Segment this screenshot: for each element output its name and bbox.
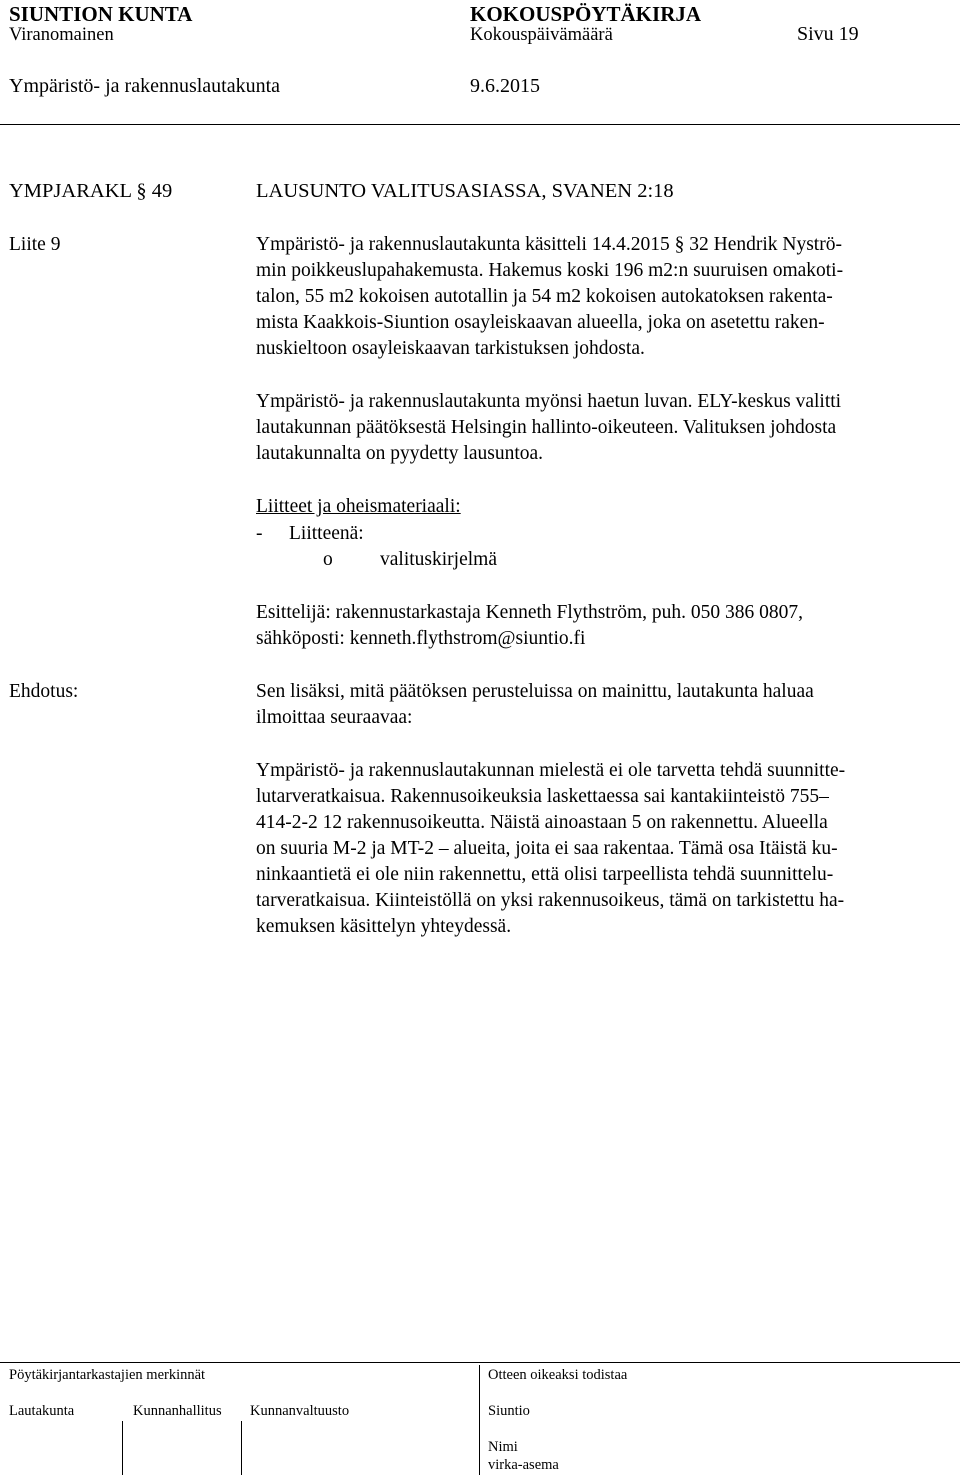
footer-divider [0,1362,960,1363]
attachment-item: valituskirjelmä [380,549,497,570]
authority-name: Ympäristö- ja rakennuslautakunta [9,75,281,97]
footer-separator [122,1421,123,1475]
item-title: LAUSUNTO VALITUSASIASSA, SVANEN 2:18 [256,180,674,202]
page-number: Sivu 19 [797,23,859,45]
text-line: sähköposti: kenneth.flythstrom@siuntio.fi [256,628,586,649]
text-line: Ympäristö- ja rakennuslautakunta käsitteli 14.4.2015 § 32 Hendrik Nyströ- [256,234,842,255]
footer-separator [479,1365,480,1475]
text-line: ilmoittaa seuraavaa: [256,707,413,728]
text-line: on suuria M-2 ja MT-2 – alueita, joita ei saa rakentaa. Tämä osa Itäistä ku- [256,838,838,859]
text-line: min poikkeuslupahakemusta. Hakemus koski 196 m2:n suuruisen omakoti- [256,260,844,281]
text-line: mista Kaakkois-Siuntion osayleiskaavan alueella, joka on asetettu raken- [256,312,825,333]
background-paragraph [256,232,956,362]
text-line: nuskieltoon osayleiskaavan tarkistuksen johdosta. [256,338,645,359]
text-line: lutarveratkaisua. Rakennusoikeuksia laskettaessa sai kantakiinteistö 755– [256,786,829,807]
attachments-dash: - [256,523,263,544]
footer-place: Siuntio [488,1403,530,1419]
header-divider [0,124,960,125]
organization-name: SIUNTION KUNTA [9,2,193,26]
footer-position-label: virka-asema [488,1457,559,1473]
presenter-info [256,600,956,652]
meeting-date-label: Kokouspäivämäärä [470,25,613,45]
attachment-label: Liite 9 [9,234,61,255]
footer-lautakunta: Lautakunta [9,1403,75,1419]
certified-label: Otteen oikeaksi todistaa [488,1367,628,1383]
inspectors-label: Pöytäkirjantarkastajien merkinnät [9,1367,206,1383]
item-code: YMPJARAKL § 49 [9,180,173,202]
text-line: Ympäristö- ja rakennuslautakunnan mielestä ei ole tarvetta tehdä suunnitte- [256,760,846,781]
text-line: Esittelijä: rakennustarkastaja Kenneth Flythström, puh. 050 386 0807, [256,602,803,623]
proposal-label: Ehdotus: [9,681,79,702]
proposal-statement [256,758,956,940]
text-line: Sen lisäksi, mitä päätöksen perusteluissa on mainittu, lautakunta haluaa [256,681,814,702]
footer-separator [241,1421,242,1475]
text-line: 414-2-2 12 rakennusoikeutta. Näistä ainoastaan 5 on rakennettu. Alueella [256,812,828,833]
document-type: KOKOUSPÖYTÄKIRJA [470,2,702,26]
bullet-marker: o [323,549,333,570]
decision-paragraph [256,389,956,467]
attachments-heading: Liitteet ja oheismateriaali: [256,496,461,517]
text-line: tarveratkaisua. Kiinteistöllä on yksi rakennusoikeus, tämä on tarkistettu ha- [256,890,845,911]
text-line: talon, 55 m2 kokoisen autotallin ja 54 m2 kokoisen autokatoksen rakenta- [256,286,833,307]
proposal-intro [256,679,956,731]
footer-kunnanhallitus: Kunnanhallitus [133,1403,222,1419]
text-line: lautakunnalta on pyydetty lausuntoa. [256,443,544,464]
text-line: lautakunnan päätöksestä Helsingin hallinto-oikeuteen. Valituksen johdosta [256,417,837,438]
text-line: Ympäristö- ja rakennuslautakunta myönsi haetun luvan. ELY-keskus valitti [256,391,842,412]
meeting-date: 9.6.2015 [470,75,540,97]
text-line: ninkaantietä ei ole niin rakennettu, että olisi tarpeellista tehdä suunnittelu- [256,864,834,885]
authority-label: Viranomainen [9,25,114,45]
footer-kunnanvaltuusto: Kunnanvaltuusto [250,1403,350,1419]
text-line: kemuksen käsittelyn yhteydessä. [256,916,512,937]
attachments-sublabel: Liitteenä: [289,523,364,544]
footer-name-label: Nimi [488,1439,518,1455]
